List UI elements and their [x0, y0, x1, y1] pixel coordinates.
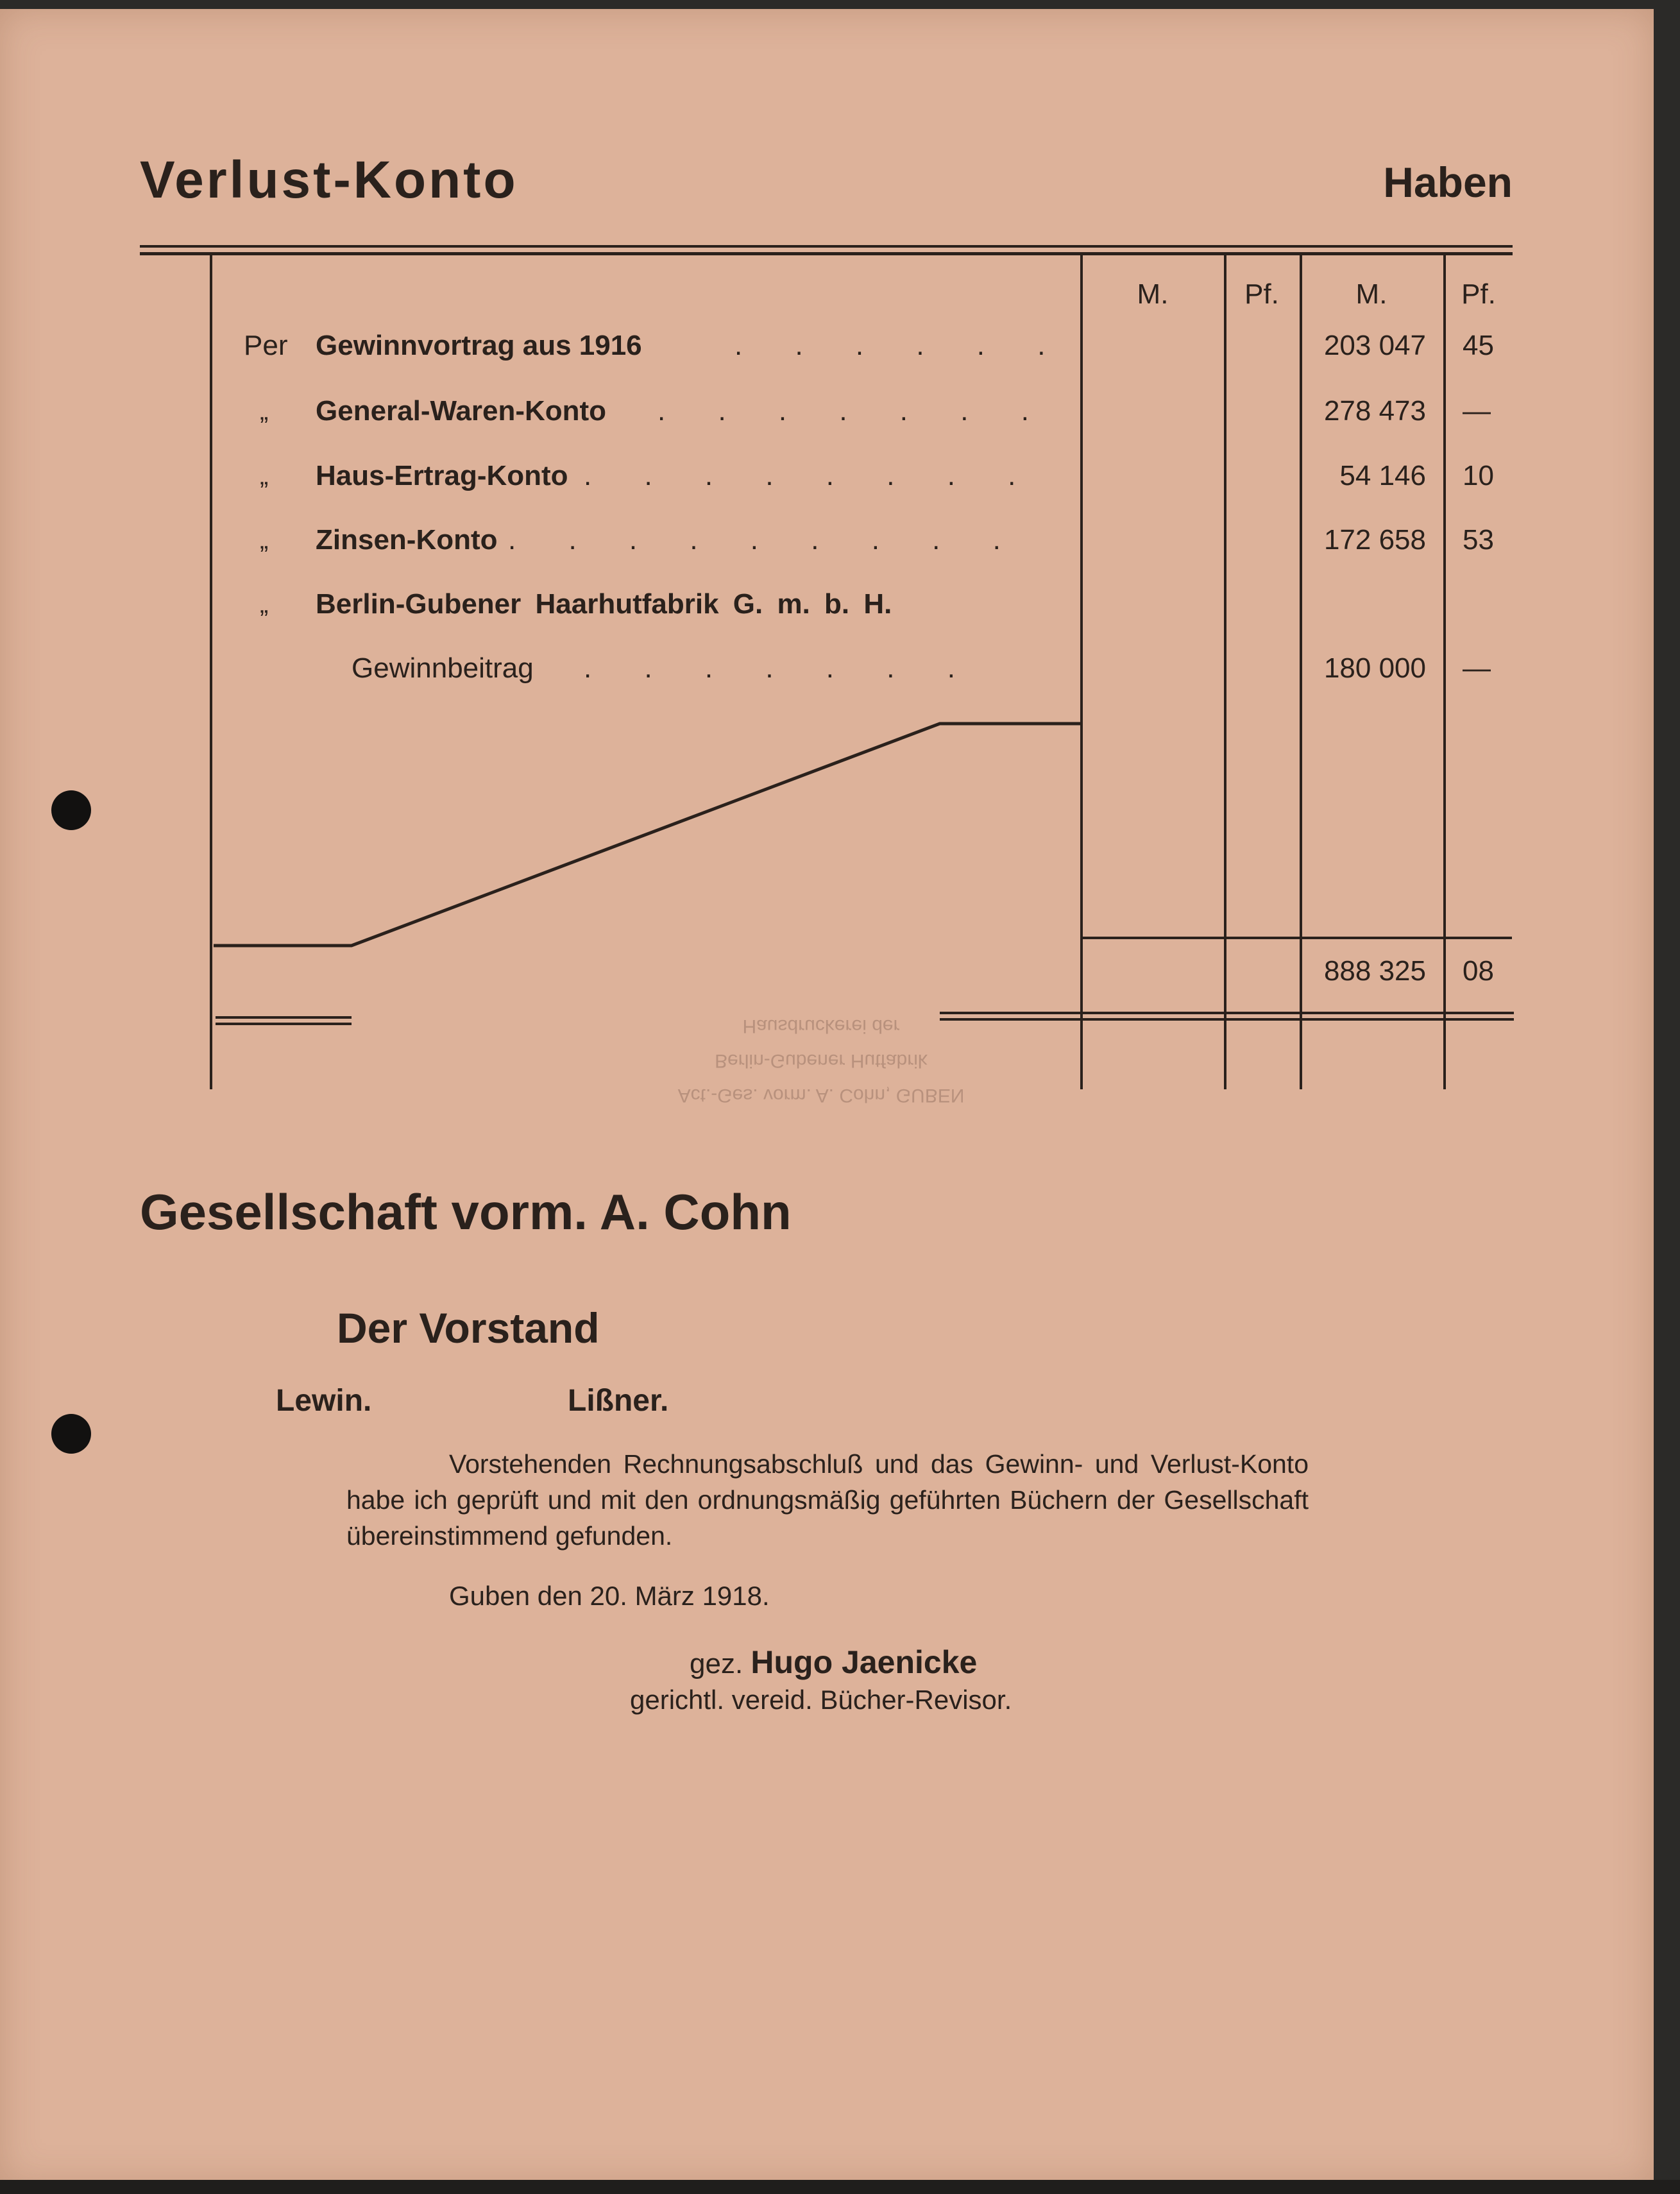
stamp-line: Act.-Ges. vorm. A. Cohn, GUBEN — [677, 1085, 965, 1106]
row-label: Gewinnbeitrag — [352, 652, 534, 684]
row-prefix: „ — [260, 526, 269, 554]
row-label: General-Waren-Konto — [316, 395, 607, 427]
row-leader-dots: . . . . . . . — [584, 652, 955, 684]
stamp-imprint — [616, 978, 1026, 1112]
column-header-m2: M. — [1355, 278, 1387, 310]
scan-edge — [0, 2180, 1680, 2194]
column-header-m1: M. — [1137, 278, 1169, 310]
gez-prefix: gez. — [690, 1648, 743, 1680]
row-leader-dots: . . . . . . . . — [584, 460, 1016, 491]
row-amount: 278 473 — [1323, 395, 1426, 427]
board-heading: Der Vorstand — [337, 1304, 600, 1352]
document-page — [0, 9, 1654, 2185]
row-label: Berlin-Gubener Haarhutfabrik G. m. b. H. — [316, 588, 892, 620]
signer-lewin: Lewin. — [276, 1384, 372, 1418]
row-label: Gewinnvortrag aus 1916 — [316, 330, 642, 361]
row-leader-dots: . . . . . . . . . — [508, 524, 1001, 556]
page-title: Verlust-Konto — [140, 151, 518, 209]
row-leader-dots: . . . . . . — [734, 330, 1046, 361]
stamp-line: Berlin-Gubener Hutfabrik — [715, 1050, 928, 1071]
row-label: Zinsen-Konto — [316, 524, 498, 556]
row-pf: — — [1463, 395, 1491, 427]
auditor-name: Hugo Jaenicke — [751, 1644, 978, 1680]
row-label: Haus-Ertrag-Konto — [316, 460, 568, 491]
binder-hole — [51, 1414, 91, 1454]
column-header-pf2: Pf. — [1461, 278, 1496, 310]
signer-lissner: Lißner. — [568, 1384, 669, 1418]
row-amount: 203 047 — [1323, 330, 1426, 361]
row-prefix: „ — [260, 397, 269, 425]
row-amount: 172 658 — [1323, 524, 1426, 556]
column-header-pf1: Pf. — [1244, 278, 1279, 310]
total-pf: 08 — [1463, 955, 1494, 987]
row-amount: 180 000 — [1323, 652, 1426, 684]
total-amount: 888 325 — [1323, 955, 1426, 987]
stamp-line: Hausdruckerei der — [742, 1016, 900, 1037]
auditor-title: gerichtl. vereid. Bücher-Revisor. — [630, 1685, 1012, 1715]
audit-statement — [346, 1446, 1309, 1554]
side-label: Haben — [1383, 158, 1513, 206]
row-leader-dots: . . . . . . . — [658, 395, 1029, 427]
row-prefix: Per — [244, 330, 288, 361]
audit-statement-text: Vorstehenden Rechnungsabschluß und das Gewinn- und Verlust-Konto habe ich geprüft und mit den ordnungsmäßig geführten Büchern der Gesellschaft übereinstimmend gefunden. — [346, 1449, 1309, 1551]
auditor-signature — [690, 1644, 977, 1681]
company-name: Gesellschaft vorm. A. Cohn — [140, 1184, 792, 1240]
cancellation-line — [0, 9, 1654, 1100]
row-amount: 54 146 — [1339, 460, 1426, 491]
row-pf: 45 — [1463, 330, 1494, 361]
row-pf: — — [1463, 652, 1491, 684]
row-prefix: „ — [260, 462, 269, 490]
binder-hole — [51, 790, 91, 830]
row-prefix: „ — [260, 590, 269, 618]
row-pf: 53 — [1463, 524, 1494, 556]
place-date: Guben den 20. März 1918. — [449, 1581, 770, 1611]
row-pf: 10 — [1463, 460, 1494, 491]
